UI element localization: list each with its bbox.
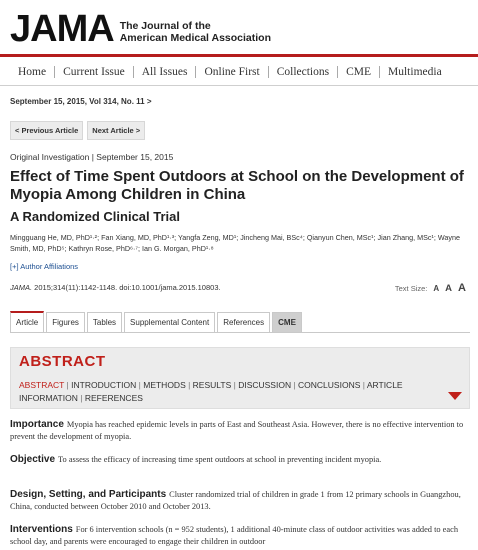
abstract-importance <box>10 419 472 443</box>
abstract-objective <box>10 454 472 466</box>
interventions-text: For 6 intervention schools (n = 952 students), 1 additional 40-minute class of outdoor activities was added to each school day, and parents were encouraged to engage their children in outdoor <box>10 525 459 546</box>
tab-references[interactable]: References <box>217 312 270 332</box>
tab-figures[interactable]: Figures <box>46 312 85 332</box>
article-subtitle: A Randomized Clinical Trial <box>10 209 180 224</box>
objective-label: Objective <box>10 454 56 465</box>
jump-methods[interactable]: METHODS <box>143 380 186 390</box>
nav-collections[interactable]: Collections <box>268 66 337 78</box>
masthead <box>10 8 271 48</box>
jump-conclusions[interactable]: CONCLUSIONS <box>298 380 361 390</box>
text-size-control <box>395 282 466 294</box>
next-article-button[interactable]: Next Article > <box>87 121 145 140</box>
abstract-heading: ABSTRACT <box>19 353 106 370</box>
journal-subtitle <box>120 20 271 44</box>
jump-article-information[interactable]: ARTICLE INFORMATION <box>19 380 403 403</box>
article-tabs <box>10 310 470 333</box>
jama-logo[interactable]: JAMA <box>10 8 114 50</box>
jump-references[interactable]: REFERENCES <box>84 393 143 403</box>
abstract-design <box>10 489 472 513</box>
tab-article[interactable]: Article <box>10 311 44 332</box>
jump-results[interactable]: RESULTS <box>192 380 232 390</box>
author-list: Mingguang He, MD, PhD¹·²; Fan Xiang, MD, PhD¹·³; Yangfa Zeng, MD¹; Jincheng Mai, BSc⁴; Qianyun Chen, MSc¹; Jian Zhang, MSc¹; Wayne Smith, MD, PhD⁵; Kathryn Rose, PhD⁶·⁷; Ian G. Morgan, PhD¹·⁸ <box>10 233 460 253</box>
jump-abstract[interactable]: ABSTRACT <box>19 380 65 390</box>
journal-subtitle-line2: American Medical Association <box>119 32 272 44</box>
collapse-triangle-icon[interactable] <box>448 392 462 400</box>
citation-details: 2015;314(11):1142-1148. doi:10.1001/jama.2015.10803. <box>32 283 221 292</box>
design-text: Cluster randomized trial of children in grade 1 from 12 primary schools in Guangzhou, China, conducted between October 2010 and October 2013. <box>10 490 461 511</box>
text-size-medium[interactable]: A <box>445 282 453 294</box>
jump-introduction[interactable]: INTRODUCTION <box>71 380 137 390</box>
nav-multimedia[interactable]: Multimedia <box>379 66 450 78</box>
article-title: Effect of Time Spent Outdoors at School on the Development of Myopia Among Children in China <box>10 168 464 203</box>
article-pager <box>10 121 145 140</box>
nav-online-first[interactable]: Online First <box>195 66 267 78</box>
nav-all-issues[interactable]: All Issues <box>133 66 196 78</box>
text-size-small[interactable]: A <box>433 283 440 293</box>
nav-cme[interactable]: CME <box>337 66 379 78</box>
jump-discussion[interactable]: DISCUSSION <box>238 380 292 390</box>
nav-divider <box>0 85 478 86</box>
objective-text: To assess the efficacy of increasing time spent outdoors at school in preventing incident myopia. <box>58 455 382 464</box>
previous-article-button[interactable]: < Previous Article <box>10 121 83 140</box>
main-nav <box>0 62 478 82</box>
citation <box>10 283 221 292</box>
text-size-label: Text Size: <box>394 283 428 293</box>
design-label: Design, Setting, and Participants <box>10 489 167 500</box>
author-affiliations-toggle[interactable]: [+] Author Affiliations <box>10 262 79 271</box>
nav-current-issue[interactable]: Current Issue <box>54 66 133 78</box>
importance-label: Importance <box>10 419 64 430</box>
tab-tables[interactable]: Tables <box>87 312 122 332</box>
tab-cme[interactable]: CME <box>272 312 302 332</box>
importance-text: Myopia has reached epidemic levels in parts of East and Southeast Asia. However, there is no effective intervention to prevent the development of myopia. <box>10 420 464 441</box>
header-rule <box>0 54 478 57</box>
article-type-date: Original Investigation | September 15, 2015 <box>10 152 174 162</box>
abstract-interventions <box>10 524 472 548</box>
section-jump-links: ABSTRACT | INTRODUCTION | METHODS | RESULTS | DISCUSSION | CONCLUSIONS | ARTICLE INFORMATION | REFERENCES <box>19 380 403 403</box>
interventions-label: Interventions <box>10 524 73 535</box>
citation-journal: JAMA. <box>10 283 33 292</box>
tab-supplemental-content[interactable]: Supplemental Content <box>124 312 215 332</box>
nav-home[interactable]: Home <box>18 66 47 78</box>
text-size-large[interactable]: A <box>458 282 466 294</box>
abstract-panel <box>10 347 470 409</box>
issue-link[interactable]: September 15, 2015, Vol 314, No. 11 > <box>10 97 152 106</box>
journal-subtitle-line1: The Journal of the <box>119 20 211 32</box>
